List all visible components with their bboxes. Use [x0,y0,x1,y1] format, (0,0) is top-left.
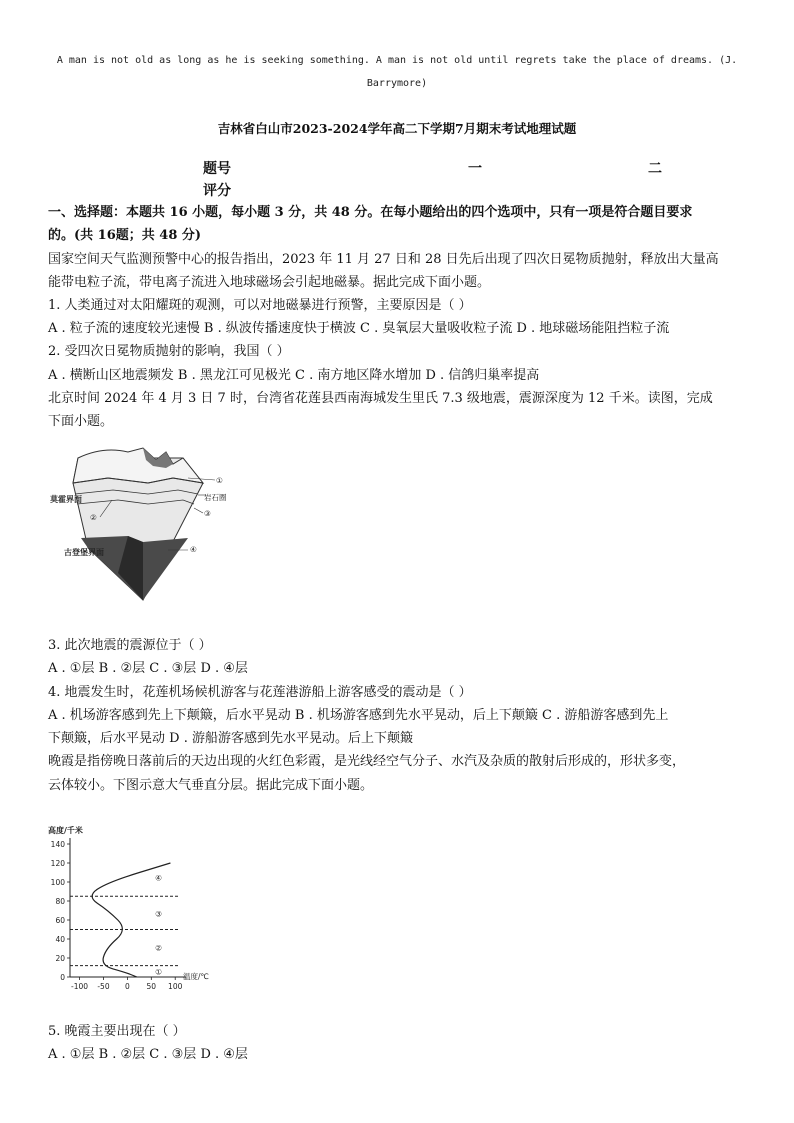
y-tick-label: 120 [50,859,65,868]
score-table-score-label: 评分 [203,183,231,199]
x-tick-label: 0 [125,982,130,991]
x-tick-label: -50 [97,982,110,991]
passage-3-line-2: 云体较小。下图示意大气垂直分层。据此完成下面小题。 [48,778,374,793]
layer-mark-3: ③ [155,909,162,919]
question-1-options: A . 粒子流的速度较光速慢 B . 纵波传播速度快于横波 C . 臭氧层大量吸收粒子流 D . 地球磁场能阻挡粒子流 [48,321,670,336]
y-tick-label: 0 [60,973,65,982]
label-gutenberg: 古登堡界面 [64,548,104,557]
question-3-options: A . ①层 B . ②层 C . ③层 D . ④层 [48,661,248,676]
x-axis-label: 温度/℃ [183,972,209,981]
question-2-stem: 2. 受四次日冕物质抛射的影响，我国（ ） [48,344,290,359]
y-tick-label: 40 [55,935,65,944]
layer-mark-4: ④ [155,873,162,883]
question-1-stem: 1. 人类通过对太阳耀斑的观测，可以对地磁暴进行预警，主要原因是（ ） [48,298,472,313]
passage-3-line-1: 晚霞是指傍晚日落前后的天边出现的火红色彩霞，是光线经空气分子、水汽及杂质的散射后形成的，形状多变， [48,754,686,769]
passage-1-line-1: 国家空间天气监测预警中心的报告指出，2023 年 11 月 27 日和 28 日先后出现了四次日冕物质抛射，释放出大量高 [48,252,719,267]
motto-line-2: Barrymore) [366,78,428,89]
question-4-options-line-2: 下颠簸，后水平晃动 D . 游船游客感到先水平晃动。后上下颠簸 [48,731,413,746]
score-table-number-label: 题号 [203,161,231,177]
question-2-options: A . 横断山区地震频发 B . 黑龙江可见极光 C . 南方地区降水增加 D . 信鸽归巢率提高 [48,368,540,383]
score-table-col-1: 一 [468,161,482,177]
crust-surface [73,448,203,483]
mark-2: ② [90,513,97,522]
score-table-col-2: 二 [648,161,662,177]
section-1-instruction-line-2: 的。(共 16题；共 48 分) [48,228,202,243]
x-tick-label: 100 [168,982,183,991]
y-tick-label: 100 [50,878,65,887]
atmosphere-layers-chart [44,822,224,994]
label-moho: 莫霍界面 [50,495,82,504]
passage-2-line-2: 下面小题。 [48,414,114,429]
x-tick-label: 50 [146,982,157,991]
layer-mark-2: ② [155,943,162,953]
mark-3: ③ [204,509,211,518]
y-tick-label: 80 [55,897,65,906]
y-tick-label: 140 [50,840,65,849]
earth-interior-diagram [48,438,248,608]
section-1-instruction-line-1: 一、选择题：本题共 16 小题，每小题 3 分，共 48 分。在每小题给出的四个选项中，只有一项是符合题目要求 [48,205,693,220]
x-tick-label: -100 [71,982,89,991]
question-4-stem: 4. 地震发生时，花莲机场候机游客与花莲港游船上游客感受的震动是（ ） [48,685,472,700]
question-5-options: A . ①层 B . ②层 C . ③层 D . ④层 [48,1047,248,1062]
mark-4: ④ [190,545,197,554]
exam-title: 吉林省白山市2023-2024学年高二下学期7月期末考试地理试题 [217,121,577,136]
y-tick-label: 20 [55,954,65,963]
label-lithosphere: 岩石圈 [204,493,227,502]
passage-1-line-2: 能带电粒子流，带电离子流进入地球磁场会引起地磁暴。据此完成下面小题。 [48,275,491,290]
y-axis-label: 高度/千米 [48,826,83,835]
question-5-stem: 5. 晚霞主要出现在（ ） [48,1024,186,1039]
question-3-stem: 3. 此次地震的震源位于（ ） [48,638,212,653]
motto-line-1: A man is not old as long as he is seeking something. A man is not old until regrets take the place of dreams. (J. [56,55,738,66]
passage-2-line-1: 北京时间 2024 年 4 月 3 日 7 时，台湾省花莲县西南海城发生里氏 7.3 级地震，震源深度为 12 千米。读图，完成 [48,391,713,406]
layer-mark-1: ① [155,967,162,977]
mark-1: ① [216,476,223,485]
y-tick-label: 60 [55,916,65,925]
question-4-options-line-1: A . 机场游客感到先上下颠簸，后水平晃动 B . 机场游客感到先水平晃动，后上下颠簸 C . 游船游客感到先上 [48,708,669,723]
